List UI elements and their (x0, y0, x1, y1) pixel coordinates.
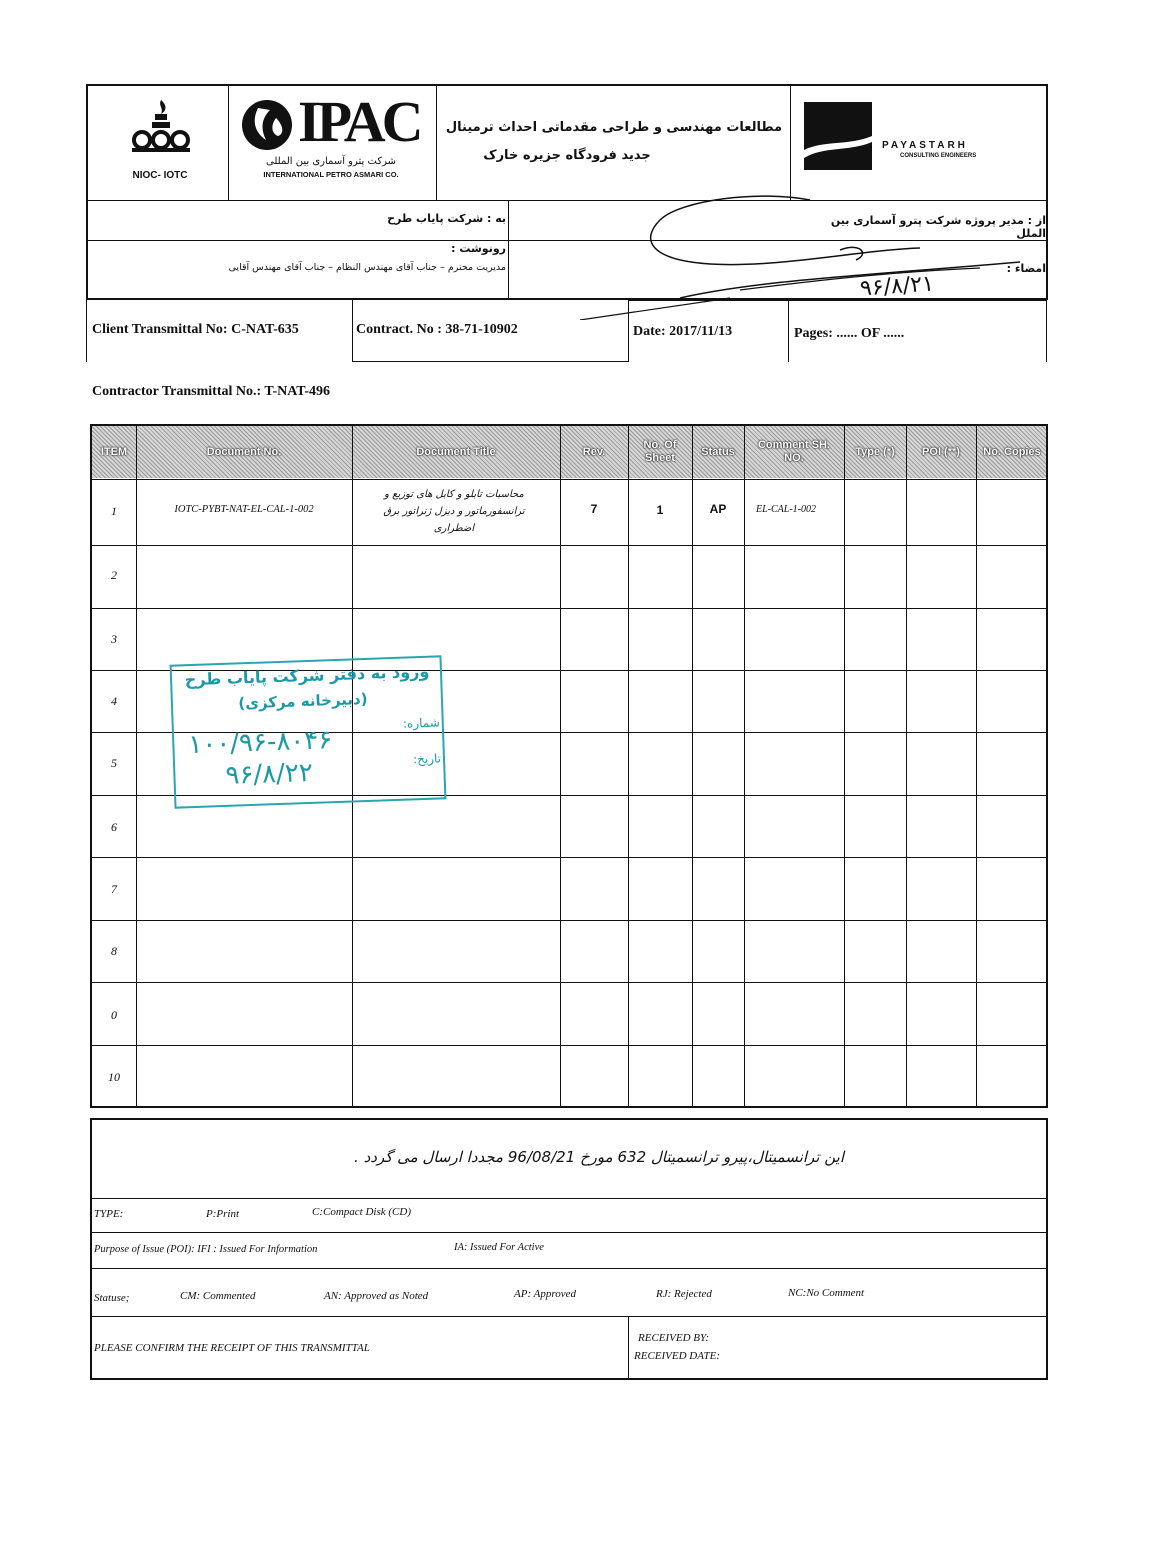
type-label: TYPE: (94, 1208, 124, 1220)
ipac-drop-icon (240, 98, 300, 152)
info-divider (86, 300, 87, 362)
header-divider (436, 84, 437, 200)
project-subtitle: جدید فرودگاه جزیره خارک (483, 148, 651, 163)
payastarh-logo-icon (804, 102, 872, 170)
col-header-type: Type (*) (855, 445, 895, 458)
table-header-line (90, 479, 1048, 480)
col-header-item: ITEM (100, 445, 128, 458)
stamp-date-label: تاریخ: (412, 751, 442, 767)
row-item-number: 8 (111, 944, 117, 958)
confirm-receipt: PLEASE CONFIRM THE RECEIPT OF THIS TRANSMITTAL (94, 1342, 370, 1354)
status-cm: CM: Commented (180, 1290, 256, 1302)
status-label: Statuse; (94, 1292, 130, 1304)
table-col-line (628, 424, 629, 1108)
col-header-status: Status (701, 445, 735, 458)
payastarh-sub: CONSULTING ENGINEERS (900, 153, 977, 159)
project-title: مطالعات مهندسی و طراحی مقدماتی احداث ترمینال (445, 120, 783, 135)
stamp-date-value: ۹۶/۸/۲۲ (224, 757, 314, 791)
table-row-line (90, 857, 1048, 858)
info-divider (628, 300, 629, 362)
table-col-line (692, 424, 693, 1108)
status-an: AN: Approved as Noted (324, 1290, 429, 1302)
row-item-number: 2 (111, 568, 117, 582)
cc-label: رونوشت : (451, 242, 506, 255)
row-item-number: 7 (111, 882, 117, 896)
poi-label: Purpose of Issue (POI): IFI : Issued For Information (94, 1244, 318, 1255)
status-nc: NC:No Comment (788, 1287, 865, 1299)
row-item-number: 1 (111, 504, 117, 518)
nioc-logo (128, 96, 194, 158)
table-col-line (976, 424, 977, 1108)
row-comment: EL-CAL-1-002 (756, 504, 816, 515)
table-row-line (90, 982, 1048, 983)
client-transmittal: Client Transmittal No: C-NAT-635 (92, 322, 299, 337)
row-sheets: 1 (656, 503, 664, 517)
row-item-number: 6 (111, 820, 117, 834)
row-item-number: 3 (111, 632, 117, 646)
footer-line (90, 1268, 1048, 1269)
payastarh-name: PAYASTARH (882, 140, 968, 151)
col-header-copies: No. Copies (983, 445, 1041, 458)
table-row-line (90, 545, 1048, 546)
col-header-doc-no: Document No. (206, 445, 282, 458)
footer-line (90, 1232, 1048, 1233)
row-item-number: 10 (108, 1070, 120, 1084)
status-ap: AP: Approved (514, 1288, 577, 1300)
table-row-line (90, 920, 1048, 921)
type-cd: C:Compact Disk (CD) (312, 1206, 411, 1218)
table-row-line (90, 608, 1048, 609)
info-divider (788, 300, 789, 362)
table-col-line (136, 424, 137, 1108)
table-col-line (560, 424, 561, 1108)
row-item-number: 5 (111, 756, 117, 770)
poi-ia: IA: Issued For Active (454, 1242, 544, 1253)
stamp-number-label: شماره: (402, 715, 440, 731)
receipt-stamp (170, 655, 447, 808)
handwritten-date: ۹۶/۸/۲۱ (859, 271, 935, 302)
pages-count: Pages: ...... OF ...... (794, 326, 905, 341)
col-header-sheets: No. Of Sheet (643, 439, 677, 464)
stamp-number-value: ۱۰۰/۹۶-۸۰۴۶ (187, 725, 333, 761)
ipac-name-fa: شرکت پترو آسماری بین المللی (266, 156, 396, 167)
footer-line (628, 1316, 629, 1380)
ipac-logo-text: IPAC (298, 89, 420, 154)
table-col-line (844, 424, 845, 1108)
col-header-doc-title: Document Title (416, 445, 496, 458)
table-row-line (90, 1045, 1048, 1046)
table-col-line (744, 424, 745, 1108)
footer-note: این ترانسمیتال،پیرو ترانسمیتال 632 مورخ 96/08/21 مجددا ارسال می گردد . (354, 1148, 844, 1166)
row-status: AP (709, 502, 727, 516)
col-header-poi: POI (**) (922, 445, 960, 458)
header-divider (508, 200, 509, 300)
signature-image (560, 180, 1040, 320)
row-item-number: 0 (111, 1008, 117, 1022)
cc-value: مدیریت محترم – جناب آقای مهندس النظام – جناب آقای مهندس آقایی (228, 262, 506, 273)
transmittal-date: Date: 2017/11/13 (633, 324, 733, 339)
info-divider (1046, 300, 1047, 362)
status-rj: RJ: Rejected (656, 1288, 712, 1300)
row-doc-no: IOTC-PYBT-NAT-EL-CAL-1-002 (174, 504, 314, 515)
nioc-label: NIOC- IOTC (132, 170, 188, 181)
stamp-department: (دبیرخانه مرکزی) (237, 689, 368, 713)
info-divider (628, 300, 1046, 301)
row-doc-title: محاسبات تابلو و کابل های توزیع و ترانسفورماتور و دیزل ژنراتور برق اضطراری (383, 489, 525, 534)
col-header-rev: Rev. (582, 445, 606, 458)
info-divider (352, 300, 353, 362)
received-date: RECEIVED DATE: (634, 1350, 721, 1362)
ipac-name-en: INTERNATIONAL PETRO ASMARI CO. (263, 170, 399, 179)
info-divider (352, 361, 628, 362)
footer-line (90, 1198, 1048, 1199)
row-item-number: 4 (111, 694, 117, 708)
type-print: P:Print (206, 1208, 239, 1220)
stamp-company: ورود به دفتر شرکت پایاب طرح (184, 661, 430, 690)
signature-label: امضاء : (1006, 262, 1046, 275)
from-sender: از : مدیر پروژه شرکت پترو آسماری بین الملل (830, 214, 1046, 240)
table-col-line (906, 424, 907, 1108)
contractor-transmittal: Contractor Transmittal No.: T-NAT-496 (92, 384, 330, 399)
to-recipient: به : شرکت پایاب طرح (387, 212, 506, 225)
received-by: RECEIVED BY: (638, 1332, 710, 1344)
footer-line (90, 1316, 1048, 1317)
col-header-comment: Comment SH. NO. (757, 439, 831, 464)
row-rev: 7 (590, 502, 598, 516)
header-divider (228, 84, 229, 200)
contract-no: Contract. No : 38-71-10902 (356, 322, 518, 337)
